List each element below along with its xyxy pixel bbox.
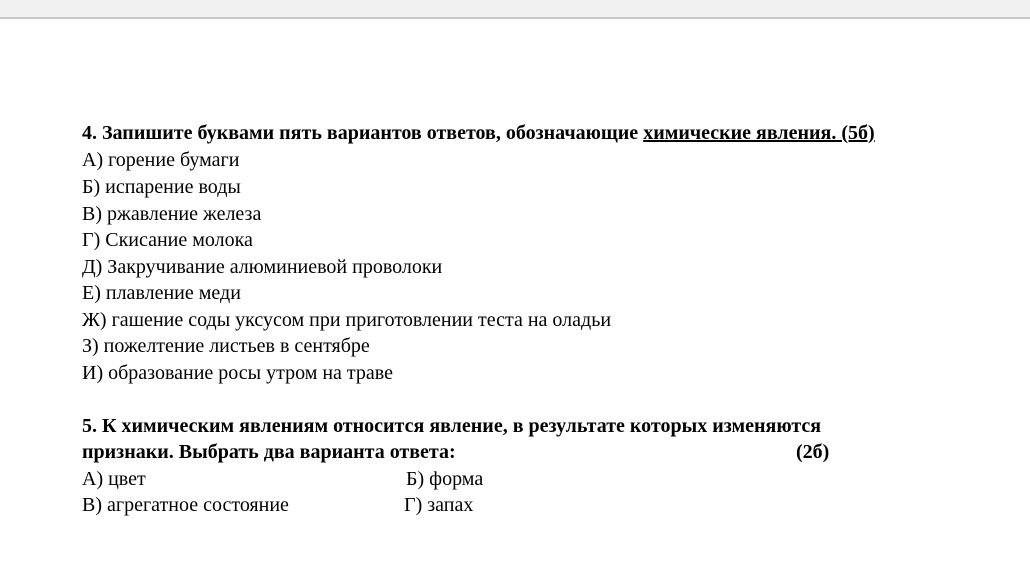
question-4-option-i: И) образование росы утром на траве <box>82 362 393 384</box>
question-4-title-text: 4. Запишите буквами пять вариантов ответов, обозначающие <box>82 122 644 144</box>
question-4-option-a: А) горение бумаги <box>82 149 240 171</box>
viewer-top-bar <box>0 0 1030 19</box>
question-4-option-g: Г) Скисание молока <box>82 229 253 251</box>
question-5-option-b: Б) форма <box>406 468 484 490</box>
question-4-title <box>82 120 875 146</box>
question-4-option-e: Е) плавление меди <box>82 282 241 304</box>
question-4-option-d: Д) Закручивание алюминиевой проволоки <box>82 256 443 278</box>
question-5-option-v: В) агрегатное состояние <box>82 494 289 516</box>
question-4-option-zh: Ж) гашение соды уксусом при приготовлении теста на оладьи <box>82 309 612 331</box>
question-4-option-b: Б) испарение воды <box>82 176 241 198</box>
question-4-option-z: З) пожелтение листьев в сентябре <box>82 335 370 357</box>
question-5-title-line1: 5. К химическим явлениям относится явление, в результате которых изменяются <box>82 415 822 437</box>
question-5-title-line2: признаки. Выбрать два варианта ответа: <box>82 441 456 463</box>
question-5-option-g: Г) запах <box>404 494 474 516</box>
question-5-points: (2б) <box>796 441 830 463</box>
question-4-option-v: В) ржавление железа <box>82 203 262 225</box>
question-4-title-underlined: химические явления. (5б) <box>643 122 875 144</box>
question-5-option-a: А) цвет <box>82 468 146 490</box>
